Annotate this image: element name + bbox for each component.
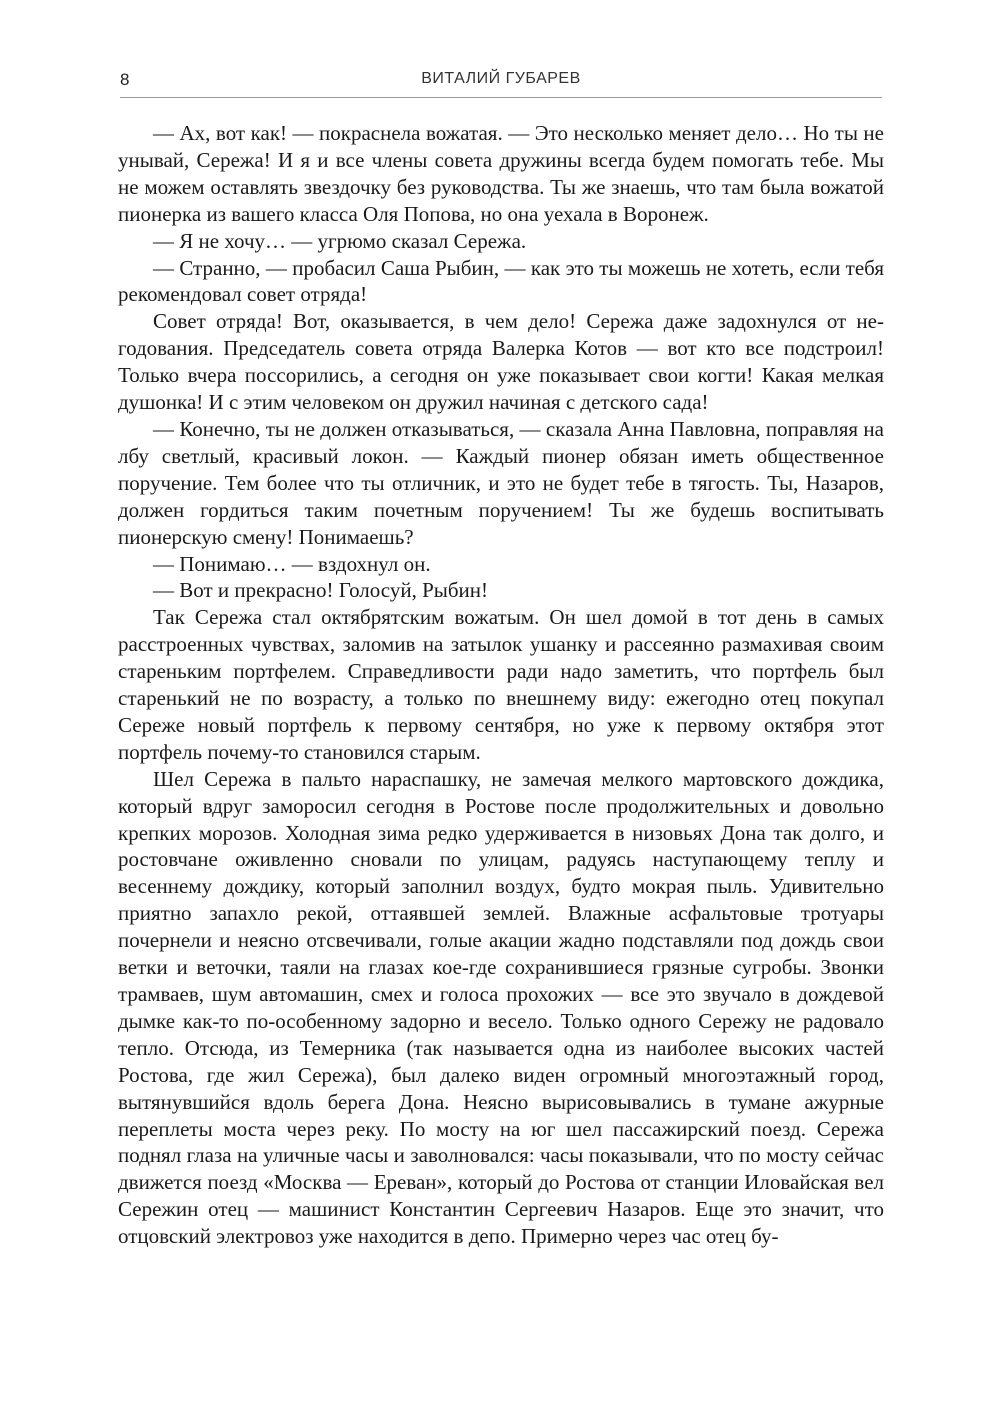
paragraph: — Понимаю… — вздохнул он. <box>153 551 431 576</box>
body-text <box>118 120 884 1250</box>
paragraph: Так Сережа стал октябрятским вожатым. Он шел домой в тот день в самых расстроенных чувствах, заломив на затылок ушанку и рассеянно размахивая своим стареньким портфелем. Справедливости ради надо заметить, что портфель был старенький не по возрасту, а только по внешнему виду: ежегодно отец покупал Сереже новый портфель к первому сентября, но уже к первому октября этот портфель почему-то становился старым. <box>118 605 884 764</box>
paragraph: — Странно, — пробасил Саша Рыбин, — как это ты можешь не хотеть, если тебя рекомендовал совет отряда! <box>118 255 884 307</box>
page-header <box>120 68 882 96</box>
running-title: ВИТАЛИЙ ГУБАРЕВ <box>421 70 581 87</box>
paragraph: Шел Сережа в пальто нараспашку, не замечая мелкого мартовского дождика, который вдруг заморосил сегодня в Ростове после продолжительных и довольно крепких морозов. Холодная зима редко удерживается в низовьях Дона так долго, и ростовчане оживленно сновали по улицам, радуясь наступающему теплу и весеннему дождику, который заполнил воздух, будто мокрая пыль. Удивительно приятно запахло рекой, оттаявшей землей. Влажные асфальтовые тротуары почернели и неясно отсвечивали, голые акации жадно подставляли под дождь свои ветки и веточки, таяли на глазах кое-где сохранившиеся грязные сугробы. Звонки трамваев, шум автомашин, смех и голоса прохожих — все это звучало в дождевой дымке как-то по-особенному задорно и весело. Только одного Сережу не радовало тепло. Отсюда, из Темерника (так называется одна из наиболее высоких частей Ростова, где жил Сережа), был далеко виден огромный многоэтажный город, вытянувшийся вдоль берега Дона. Неясно вырисовывались в тумане ажурные переплеты моста через реку. По мосту на юг шел пассажирский поезд. Сережа поднял глаза на уличные часы и заволновался: часы показывали, что по мосту сейчас движется поезд «Москва — Ереван», который до Ростова от станции Иловайская вел Сережин отец — машинист Константин Сергеевич Назаров. Еще это значит, что отцовский электровоз уже находится в депо. Примерно через час отец бу- <box>118 766 884 1249</box>
page-number: 8 <box>120 70 130 89</box>
paragraph: — Вот и прекрасно! Голосуй, Рыбин! <box>153 578 489 603</box>
paragraph: — Конечно, ты не должен отказываться, — сказала Анна Павловна, поправляя на лбу светлый, красивый локон. — Каждый пионер обязан иметь общественное поручение. Тем более что ты отличник, и это не будет тебе в тягость. Ты, Назаров, должен гордиться таким почетным поручением! Ты же будешь воспитывать пионерскую смену! Понимаешь? <box>118 416 884 549</box>
paragraph: Совет отряда! Вот, оказывается, в чем дело! Сережа даже задохнулся от негодования. Председатель совета отряда Валерка Котов — вот кто все подстроил! Только вчера поссорились, а сегодня он уже показывает свои когти! Какая мелкая душонка! И с этим человеком он дружил начиная с детского сада! <box>118 309 884 415</box>
header-divider <box>120 97 882 98</box>
paragraph: — Ах, вот как! — покраснела вожатая. — Это несколько меняет дело… Но ты не унывай, Сережа! И я и все члены совета дружины всегда будем помогать тебе. Мы не можем оставлять звездочку без руководства. Ты же знаешь, что там была вожатой пионерка из вашего класса Оля Попова, но она уехала в Воронеж. <box>118 121 884 226</box>
paragraph: — Я не хочу… — угрюмо сказал Сережа. <box>153 228 527 253</box>
